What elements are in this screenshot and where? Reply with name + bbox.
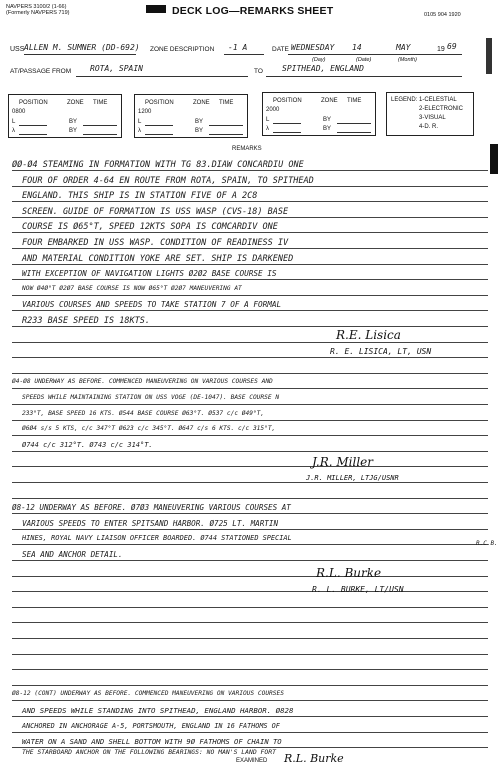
latitude-line <box>145 125 173 126</box>
ruled-line <box>12 716 488 717</box>
by-label: BY <box>195 119 204 125</box>
passage-from-line <box>76 76 248 77</box>
passage-from: ROTA, SPAIN <box>90 64 143 73</box>
zone-col-label: ZONE <box>193 100 210 106</box>
date-number: 14 <box>352 43 362 52</box>
by-label: BY <box>69 128 78 134</box>
ruled-line <box>12 326 488 327</box>
ruled-line <box>12 295 488 296</box>
position-label: POSITION <box>145 100 174 106</box>
ruled-line <box>12 248 488 249</box>
date-label: DATE <box>272 46 289 53</box>
latitude-line <box>273 123 301 124</box>
log-line: FOUR EMBARKED IN USS WASP. CONDITION OF READINESS IV <box>22 238 289 248</box>
binding-mark <box>490 144 498 174</box>
log-line: COURSE IS Ø65°T, SPEED 12KTS SOPA IS COMCARDIV ONE <box>22 222 278 232</box>
position-time: 2000 <box>266 107 280 113</box>
form-id <box>6 4 69 16</box>
by-line <box>209 125 243 126</box>
log-line: FOUR OF ORDER 4-64 EN ROUTE FROM ROTA, SPAIN, TO SPITHEAD <box>22 176 314 186</box>
ruled-line <box>12 732 488 733</box>
ruled-line <box>12 342 488 343</box>
officer-signature: R.E. Lisica <box>336 328 401 342</box>
latitude-symbol: L <box>12 119 16 125</box>
ruled-line <box>12 622 488 623</box>
ship-name-line <box>24 54 136 55</box>
log-line: SCREEN. GUIDE OF FORMATION IS USS WASP (CVS-18) BASE <box>22 207 289 217</box>
log-line: Ø6Ø4 s/s 5 KTS, c/c 347°T Ø623 c/c 345°T. Ø647 c/s 6 KTS. c/c 315°T, <box>22 425 276 432</box>
by-line <box>209 134 243 135</box>
form-number-former: (Formerly NAVPERS 719) <box>6 10 70 16</box>
time-col-label: TIME <box>93 100 108 106</box>
form-number: NAVPERS 3100/2 (1-66) <box>6 4 67 10</box>
latitude-symbol: L <box>138 119 142 125</box>
zone-value: -1 A <box>228 43 248 52</box>
ruled-line <box>12 482 488 483</box>
ruled-line <box>12 451 488 452</box>
ruled-line <box>12 529 488 530</box>
log-line: AND SPEEDS WHILE STANDING INTO SPITHEAD, ENGLAND HARBOR. Ø828 <box>22 706 294 715</box>
ruled-line <box>12 700 488 701</box>
log-line: Ø8-12 (CONT) UNDERWAY AS BEFORE. COMMENCED MANEUVERING ON VARIOUS COURSES <box>12 690 284 697</box>
uss-label: USS <box>10 46 25 53</box>
by-line <box>337 123 371 124</box>
time-col-label: TIME <box>347 98 362 104</box>
ruled-line <box>12 420 488 421</box>
by-label: BY <box>323 117 332 123</box>
ruled-line <box>12 404 488 405</box>
zone-col-label: ZONE <box>321 98 338 104</box>
month-caption: (Month) <box>398 57 417 63</box>
by-label: BY <box>69 119 78 125</box>
margin-initials: R.C.B. <box>476 540 498 547</box>
date-caption: (Date) <box>356 57 372 63</box>
position-label: POSITION <box>19 100 48 106</box>
legend-item: 2-ELECTRONIC <box>419 106 464 112</box>
date-line <box>288 54 462 55</box>
by-line <box>337 132 371 133</box>
stock-number: 0105 904 1920 <box>424 12 461 18</box>
by-line <box>83 125 117 126</box>
longitude-symbol: λ <box>266 126 269 132</box>
log-line: ØØ-Ø4 STEAMING IN FORMATION WITH TG 83.DIAW CONCARDIU ONE <box>12 160 304 170</box>
officer-name: R. L. BURKE, LT/USN <box>312 585 404 594</box>
latitude-line <box>19 125 47 126</box>
legend-item: 1-CELESTIAL <box>419 97 457 103</box>
ruled-line <box>12 435 488 436</box>
officer-signature: R.L. Burke <box>316 566 382 580</box>
examined-label: EXAMINED <box>236 758 268 764</box>
ruled-line <box>12 591 488 592</box>
log-line: ANCHORED IN ANCHORAGE A-5, PORTSMOUTH, ENGLAND IN 16 FATHOMS OF <box>22 722 280 730</box>
ruled-line <box>12 560 488 561</box>
by-label: BY <box>195 128 204 134</box>
ruled-line <box>12 373 488 374</box>
ruled-line <box>12 498 488 499</box>
ruled-line <box>12 685 488 686</box>
passage-label: AT/PASSAGE FROM <box>10 68 72 75</box>
remarks-heading: REMARKS <box>232 146 262 152</box>
ruled-line <box>12 576 488 577</box>
log-line: WATER ON A SAND AND SHELL BOTTOM WITH 9Ø FATHOMS OF CHAIN TO <box>22 737 282 746</box>
ruled-line <box>12 607 488 608</box>
day-caption: (Day) <box>312 57 326 63</box>
log-line: HINES, ROYAL NAVY LIAISON OFFICER BOARDED. Ø744 STATIONED SPECIAL <box>22 534 292 542</box>
examined-signature: R.L. Burke <box>284 752 344 765</box>
zone-label: ZONE DESCRIPTION <box>150 46 215 53</box>
ruled-line <box>12 669 488 670</box>
log-line: AND MATERIAL CONDITION YOKE ARE SET. SHIP IS DARKENED <box>22 254 294 264</box>
longitude-line <box>145 134 173 135</box>
passage-to: SPITHEAD, ENGLAND <box>282 64 364 73</box>
zone-col-label: ZONE <box>67 100 84 106</box>
ruled-line <box>12 654 488 655</box>
log-line: ENGLAND. THIS SHIP IS IN STATION FIVE OF A 2C8 <box>22 191 258 201</box>
longitude-line <box>273 132 301 133</box>
log-line: Ø4-Ø8 UNDERWAY AS BEFORE. COMMENCED MANEUVERING ON VARIOUS COURSES AND <box>12 378 273 385</box>
ruled-line <box>12 544 488 545</box>
ruled-line <box>12 638 488 639</box>
ruled-line <box>12 264 488 265</box>
log-line: SPEEDS WHILE MAINTAINING STATION ON USS VOGE (DE-1047). BASE COURSE N <box>22 394 280 401</box>
longitude-line <box>19 134 47 135</box>
date-year: 69 <box>447 42 457 51</box>
log-line: WITH EXCEPTION OF NAVIGATION LIGHTS Ø2Ø2 BASE COURSE IS <box>22 269 277 278</box>
by-line <box>83 134 117 135</box>
legend-box <box>386 92 474 136</box>
log-line: THE STARBOARD ANCHOR ON THE FOLLOWING BEARINGS: NO MAN'S LAND FORT <box>22 748 276 756</box>
binding-mark <box>486 38 492 74</box>
ship-name: ALLEN M. SUMNER (DD-692) <box>24 43 140 52</box>
ruled-line <box>12 513 488 514</box>
officer-name: J.R. MILLER, LTJG/USNR <box>306 474 399 482</box>
log-line: R233 BASE SPEED IS 18KTS. <box>22 316 150 326</box>
position-time: 0800 <box>12 109 26 115</box>
ruled-line <box>12 279 488 280</box>
ruled-line <box>12 357 488 358</box>
log-line: VARIOUS SPEEDS TO ENTER SPITSAND HARBOR. Ø725 LT. MARTIN <box>22 519 279 528</box>
latitude-symbol: L <box>266 117 270 123</box>
time-col-label: TIME <box>219 100 234 106</box>
passage-to-label: TO <box>254 68 263 75</box>
page-title: DECK LOG—REMARKS SHEET <box>172 5 334 17</box>
officer-name: R. E. LISICA, LT, USN <box>330 347 432 356</box>
zone-line <box>224 54 264 55</box>
log-line: Ø744 c/c 312°T. Ø743 c/c 314°T. <box>22 441 153 449</box>
ruled-line <box>12 388 488 389</box>
longitude-symbol: λ <box>138 128 141 134</box>
ruled-line <box>12 217 488 218</box>
legend-title: LEGEND: <box>391 97 418 103</box>
position-time: 1200 <box>138 109 152 115</box>
legend-item: 4-D. R. <box>419 124 439 130</box>
position-box-0800 <box>8 94 122 138</box>
log-line: VARIOUS COURSES AND SPEEDS TO TAKE STATION 7 OF A FORMAL <box>22 300 282 309</box>
passage-to-line <box>266 76 462 77</box>
position-box-1200 <box>134 94 248 138</box>
log-line: NOW Ø4Ø°T Ø2Ø7 BASE COURSE IS NOW Ø65°T Ø2Ø7 MANEUVERING AT <box>22 285 242 292</box>
by-label: BY <box>323 126 332 132</box>
ruled-line <box>12 201 488 202</box>
redaction-mark <box>146 5 166 13</box>
legend-item: 3-VISUAL <box>419 115 446 121</box>
ruled-line <box>12 170 488 171</box>
ruled-line <box>12 186 488 187</box>
log-line: 233°T, BASE SPEED 16 KTS. Ø544 BASE COURSE Ø63°T. Ø537 c/c Ø49°T, <box>22 410 265 417</box>
position-box-2000 <box>262 92 376 136</box>
log-line: Ø8-12 UNDERWAY AS BEFORE. Ø7Ø3 MANEUVERING VARIOUS COURSES AT <box>12 503 291 512</box>
ruled-line <box>12 466 488 467</box>
longitude-symbol: λ <box>12 128 15 134</box>
log-line: SEA AND ANCHOR DETAIL. <box>22 550 123 559</box>
date-month: MAY <box>396 43 411 52</box>
officer-signature: J.R. Miller <box>312 455 373 469</box>
date-day: WEDNESDAY <box>291 43 335 52</box>
ruled-line <box>12 232 488 233</box>
position-label: POSITION <box>273 98 302 104</box>
year-prefix: 19 <box>437 46 445 53</box>
ruled-line <box>12 310 488 311</box>
